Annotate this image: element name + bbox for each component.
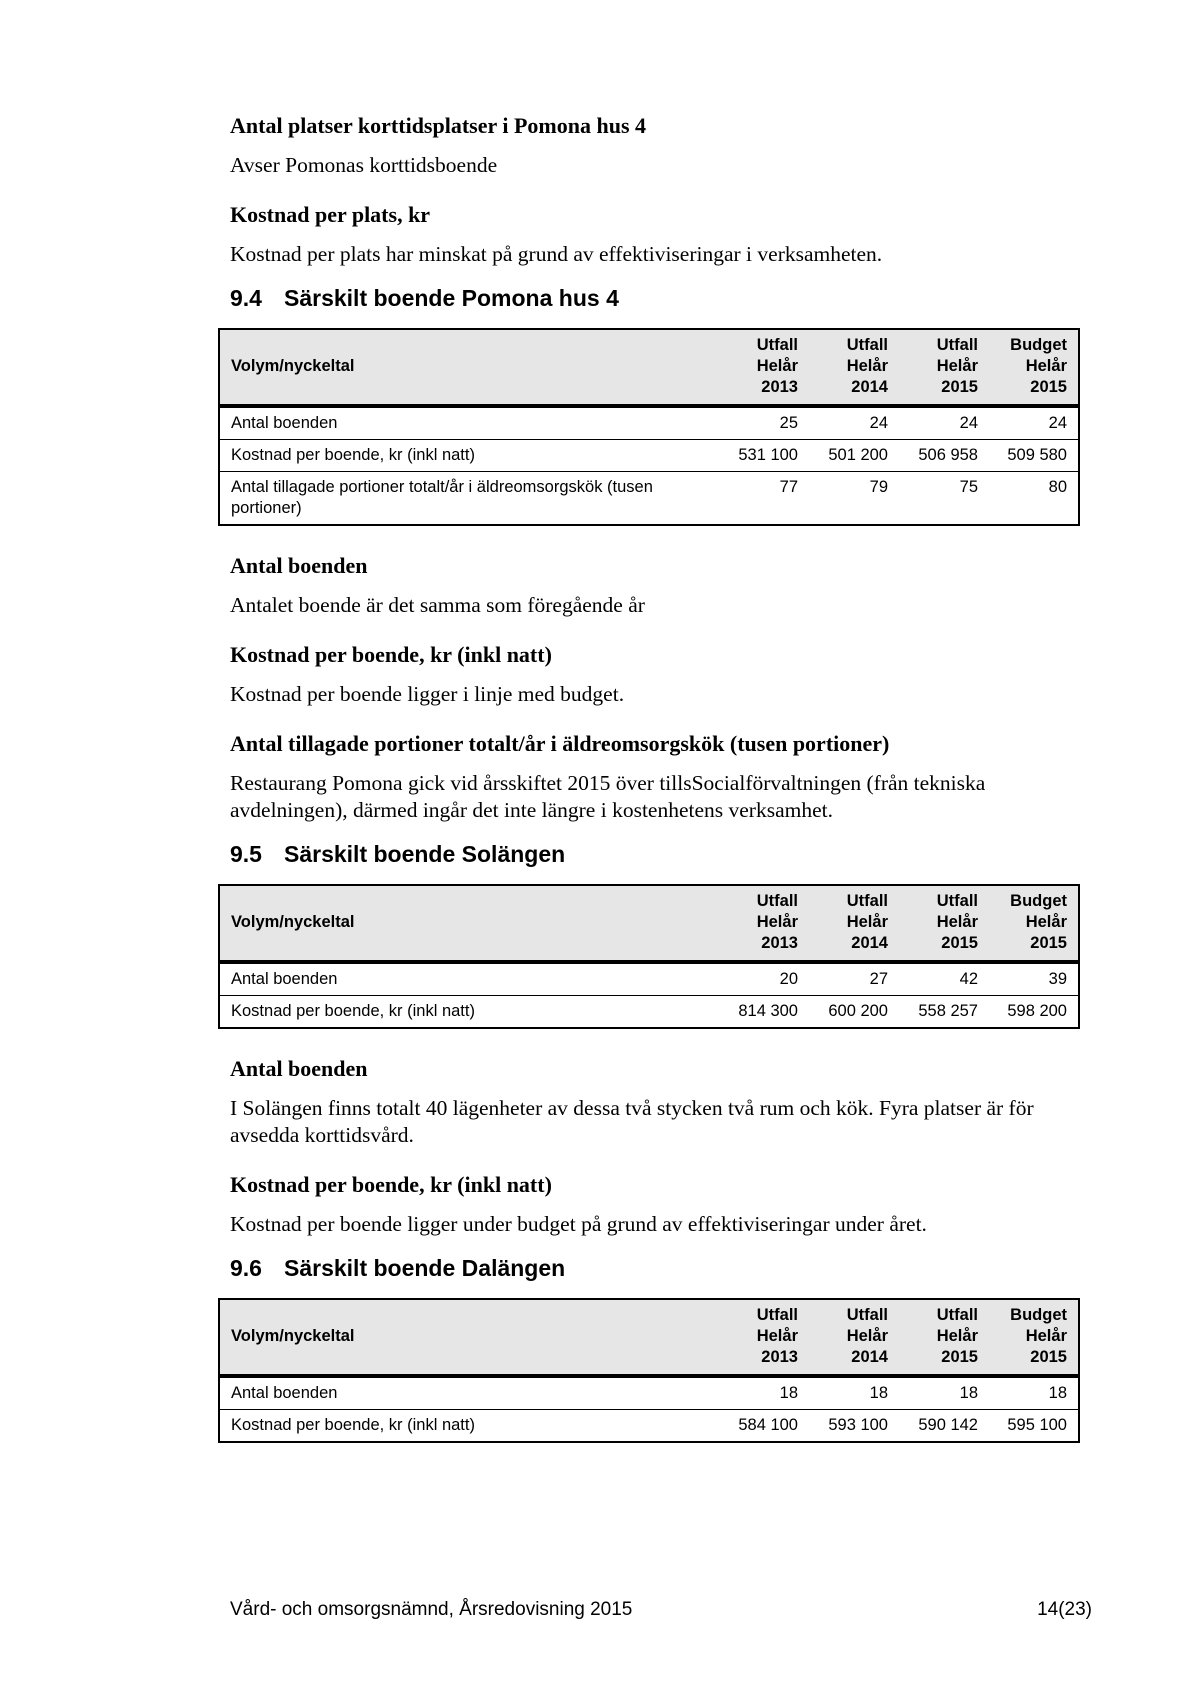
paragraph-heading: Kostnad per boende, kr (inkl natt) [230,1172,552,1197]
paragraph-heading: Antal boenden [230,1056,368,1081]
section-title: Särskilt boende Dalängen [284,1255,566,1281]
table-row [219,1410,1079,1443]
cell-value: 75 [899,472,989,526]
footer-page-number: 14(23) [1037,1599,1092,1620]
cell-value: 25 [779,414,798,432]
section-heading-9-5 [230,840,1082,868]
section-title: Särskilt boende Solängen [284,841,566,867]
header-label: Volym/nyckeltal [219,329,719,406]
header-label: Volym/nyckeltal [219,885,719,962]
table-solangen [218,884,1080,1029]
section-title: Särskilt boende Pomona hus 4 [284,285,619,311]
table-row [219,962,1079,996]
paragraph-text: Restaurang Pomona gick vid årsskiftet 2015 över tillsSocialförvaltningen (från tekniska avdelningen), därmed ingår det inte längre i kostenhetens verksamhet. [230,771,986,822]
cell-value: 24 [959,414,978,432]
table-header-row [219,329,1079,406]
table-row [219,1376,1079,1410]
header-col-1: Utfall Helår 2013 [719,329,809,406]
header-col-1: Utfall Helår 2013 [719,1299,809,1376]
header-col-2: Utfall Helår 2014 [809,329,899,406]
page-footer [230,1598,1092,1622]
cell-value: 79 [809,472,899,526]
page-content [230,112,1082,1469]
cell-value: 20 [779,970,798,988]
cell-value: 42 [959,970,978,988]
header-col-4: Budget Helår 2015 [989,329,1079,406]
cell-value: 18 [1048,1384,1067,1402]
cell-value: 593 100 [809,1410,899,1443]
section-heading-9-6 [230,1254,1082,1282]
section-number: 9.6 [230,1255,262,1281]
cell-value: 814 300 [719,996,809,1029]
header-col-2: Utfall Helår 2014 [809,885,899,962]
cell-value: 584 100 [719,1410,809,1443]
header-label: Volym/nyckeltal [219,1299,719,1376]
paragraph-text: Avser Pomonas korttidsboende [230,153,498,177]
paragraph-heading: Antal boenden [230,553,368,578]
cell-value: 598 200 [989,996,1079,1029]
row-label: Antal boenden [231,414,338,432]
cell-value: 24 [1048,414,1067,432]
cell-value: 501 200 [809,440,899,472]
cell-value: 80 [989,472,1079,526]
row-label: Kostnad per boende, kr (inkl natt) [219,1410,719,1443]
cell-value: 39 [1048,970,1067,988]
row-label: Kostnad per boende, kr (inkl natt) [219,996,719,1029]
footer-document-title: Vård- och omsorgsnämnd, Årsredovisning 2015 [230,1599,633,1620]
header-col-2: Utfall Helår 2014 [809,1299,899,1376]
header-col-3: Utfall Helår 2015 [899,885,989,962]
row-label: Kostnad per boende, kr (inkl natt) [219,440,719,472]
section-number: 9.5 [230,841,262,867]
row-label: Antal boenden [231,1384,338,1402]
table-row [219,406,1079,440]
header-col-4: Budget Helår 2015 [989,1299,1079,1376]
row-label: Antal boenden [231,970,338,988]
table-row [219,440,1079,472]
cell-value: 531 100 [719,440,809,472]
paragraph-heading: Antal tillagade portioner totalt/år i äldreomsorgskök (tusen portioner) [230,731,890,756]
header-col-3: Utfall Helår 2015 [899,1299,989,1376]
table-pomona [218,328,1080,526]
cell-value: 18 [959,1384,978,1402]
cell-value: 27 [869,970,888,988]
section-number: 9.4 [230,285,262,311]
header-col-1: Utfall Helår 2013 [719,885,809,962]
table-row [219,996,1079,1029]
table-header-row [219,885,1079,962]
cell-value: 77 [719,472,809,526]
cell-value: 558 257 [899,996,989,1029]
cell-value: 18 [869,1384,888,1402]
table-row [219,472,1079,526]
section-heading-9-4 [230,284,1082,312]
row-label: Antal tillagade portioner totalt/år i äldreomsorgskök (tusen portioner) [219,472,719,526]
cell-value: 590 142 [899,1410,989,1443]
cell-value: 24 [869,414,888,432]
paragraph-text: Antalet boende är det samma som föregående år [230,593,645,617]
cell-value: 18 [779,1384,798,1402]
paragraph-heading: Kostnad per boende, kr (inkl natt) [230,642,552,667]
paragraph-text: Kostnad per boende ligger under budget på grund av effektiviseringar under året. [230,1212,927,1236]
header-col-4: Budget Helår 2015 [989,885,1079,962]
cell-value: 600 200 [809,996,899,1029]
paragraph-heading: Kostnad per plats, kr [230,202,431,227]
cell-value: 595 100 [989,1410,1079,1443]
header-col-3: Utfall Helår 2015 [899,329,989,406]
paragraph-heading: Antal platser korttidsplatser i Pomona hus 4 [230,113,647,138]
paragraph-text: Kostnad per plats har minskat på grund av effektiviseringar i verksamheten. [230,242,883,266]
table-dalangen [218,1298,1080,1443]
cell-value: 509 580 [989,440,1079,472]
table-header-row [219,1299,1079,1376]
paragraph-text: I Solängen finns totalt 40 lägenheter av dessa två stycken två rum och kök. Fyra platser är för avsedda korttidsvård. [230,1096,1034,1147]
cell-value: 506 958 [899,440,989,472]
paragraph-text: Kostnad per boende ligger i linje med budget. [230,682,625,706]
